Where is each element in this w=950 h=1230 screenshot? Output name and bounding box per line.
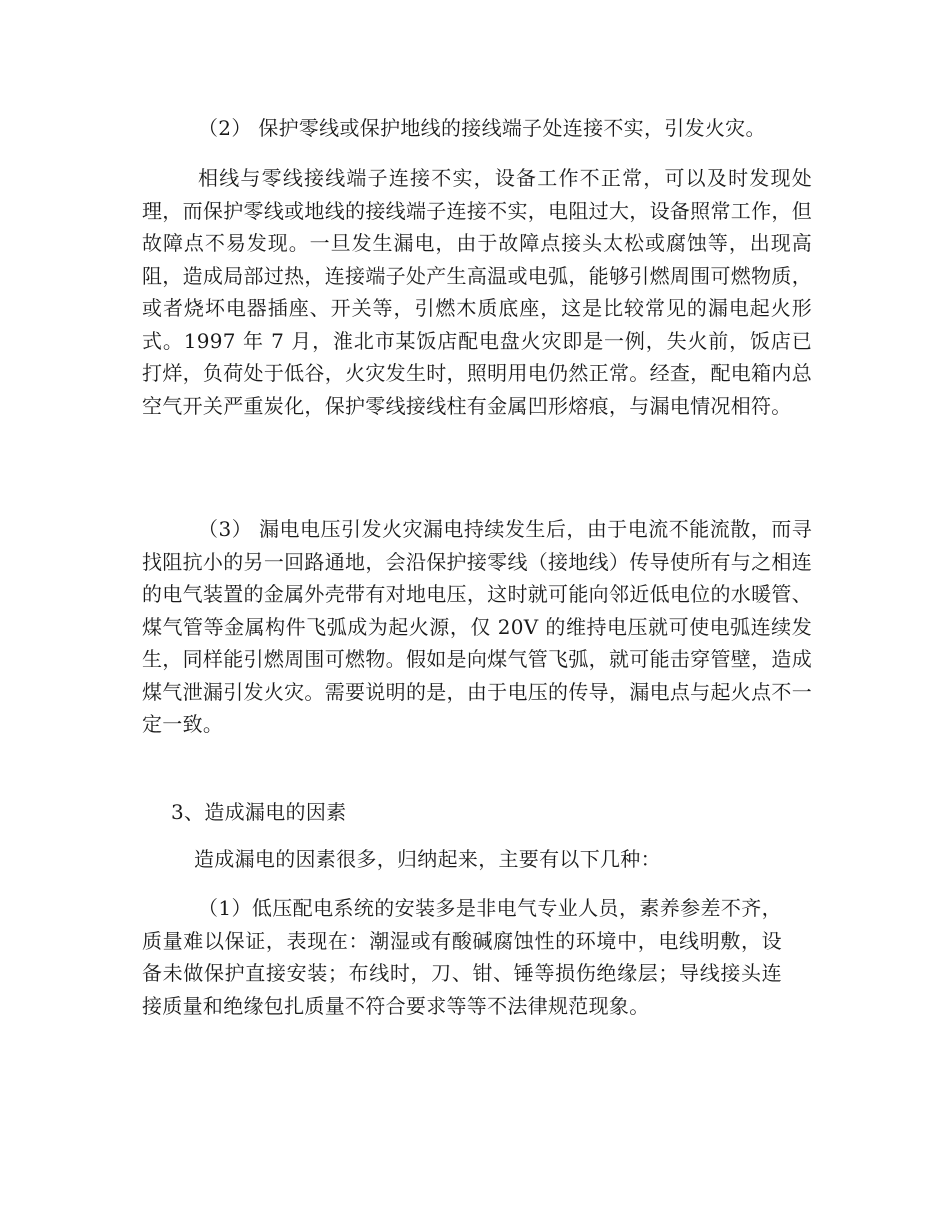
- paragraph-factors-intro: 造成漏电的因素很多，归纳起来，主要有以下几种：: [194, 847, 661, 871]
- paragraph-protective-neutral-heading: （2） 保护零线或保护地线的接线端子处连接不实，引发火灾。: [198, 116, 766, 140]
- paragraph-loose-terminal-explanation: 相线与零线接线端子连接不实，设备工作不正常，可以及时发现处理，而保护零线或地线的接线端子连接不实，电阻过大，设备照常工作，但故障点不易发现。一旦发生漏电，由于故障点接头太松或腐蚀等，出现高阻，造成局部过热，连接端子处产生高温或电弧，能够引燃周围可燃物质，或者烧坏电器插座、开关等，引燃木质底座，这是比较常见的漏电起火形式。1997 年 7 月，淮北市某饭店配电盘火灾即是一例，失火前，饭店已打烊，负荷处于低谷，火灾发生时，照明用电仍然正常。经查，配电箱内总空气开关严重炭化，保护零线接线柱有金属凹形熔痕，与漏电情况相符。: [142, 166, 812, 418]
- section-heading-leakage-factors: 3、造成漏电的因素: [171, 800, 347, 824]
- paragraph-leakage-voltage: （3） 漏电电压引发火灾漏电持续发生后，由于电流不能流散，而寻找阻抗小的另一回路通地，会沿保护接零线（接地线）传导使所有与之相连的电气装置的金属外壳带有对地电压，这时就可能向邻近低电位的水暖管、煤气管等金属构件飞弧成为起火源，仅 20V 的维持电压就可使电弧连续发生，同样能引燃周围可燃物。假如是向煤气管飞弧，就可能击穿管壁，造成煤气泄漏引发火灾。需要说明的是，由于电压的传导，漏电点与起火点不一定一致。: [142, 517, 812, 736]
- paragraph-installation-quality: （1）低压配电系统的安装多是非电气专业人员，素养参差不齐，质量难以保证，表现在：潮湿或有酸碱腐蚀性的环境中，电线明敷，设备未做保护直接安装；布线时，刀、钳、锤等损伤绝缘层；导线接头连接质量和绝缘包扎质量不符合要求等等不法律规范现象。: [142, 896, 782, 1018]
